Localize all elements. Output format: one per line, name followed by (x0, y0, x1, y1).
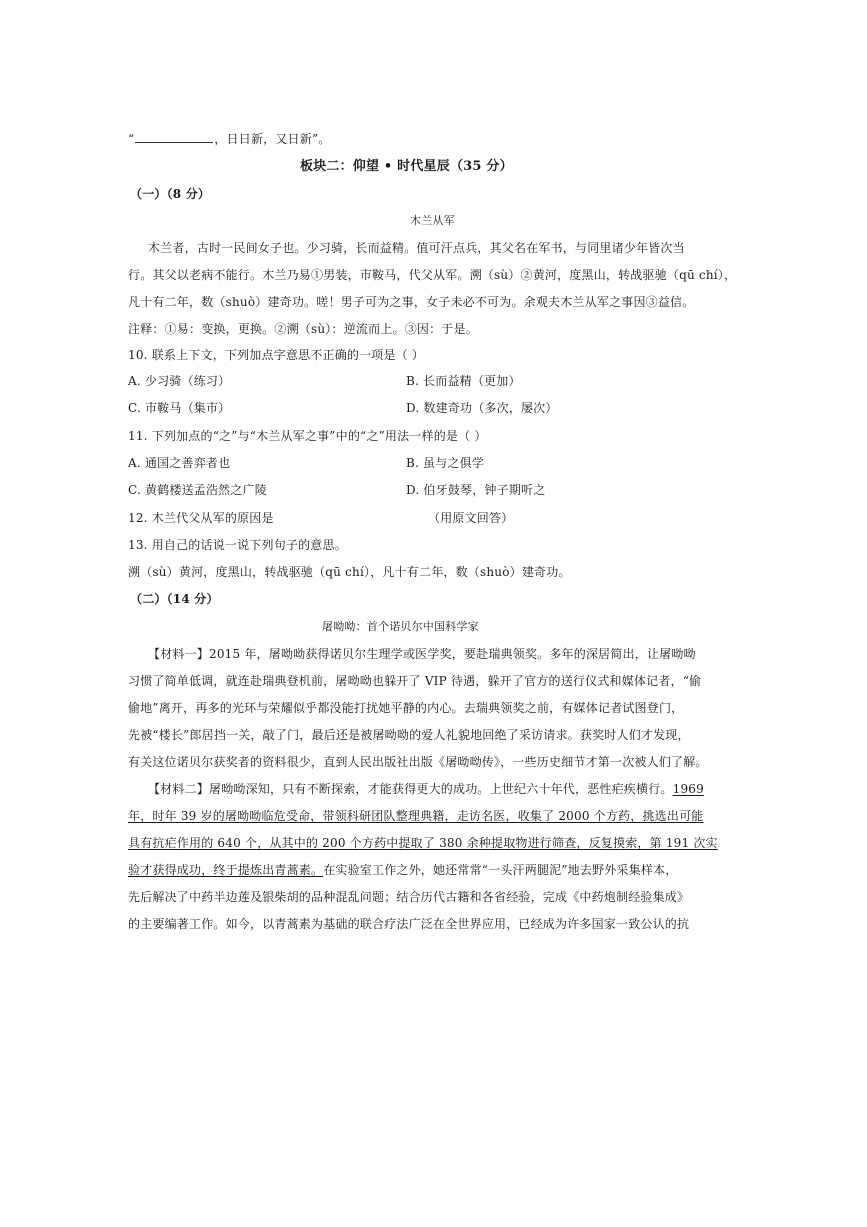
underlined-text: 年，时年 39 岁的屠呦呦临危受命，带领科研团队整理典籍，走访名医，收集了 2000 个方药，挑选出可能 (128, 809, 704, 823)
q11-option-c[interactable]: C. 黄鹤楼送孟浩然之广陵 (128, 483, 267, 497)
q10-option-a[interactable]: A. 少习骑（练习） (128, 374, 231, 388)
q11-option-d[interactable]: D. 伯牙鼓琴，钟子期听之 (406, 483, 546, 497)
material-2-text: 在实验室工作之外，她还常常“一头汗两腿泥”地去野外采集样本， (323, 863, 678, 877)
material-2-line: 的主要编著工作。如今，以青蒿素为基础的联合疗法广泛在全世界应用，已经成为许多国家一致公认的抗 (128, 917, 690, 931)
question-12-tail: （用原文回答） (428, 511, 514, 525)
question-13-stem: 13. 用自己的话说一说下列句子的意思。 (128, 538, 347, 552)
q11-option-b[interactable]: B. 虽与之俱学 (406, 456, 485, 470)
part1-header: （一）（8 分） (130, 187, 211, 201)
material-1-line: 【材料一】2015 年，屠呦呦获得诺贝尔生理学或医学奖，要赴瑞典领奖。多年的深居简出，让屠呦呦 (148, 647, 696, 661)
material-2-line (148, 781, 704, 797)
q11-option-a[interactable]: A. 通国之善弈者也 (128, 456, 231, 470)
question-12-stem: 12. 木兰代父从军的原因是 (128, 511, 274, 525)
q10-option-c[interactable]: C. 市鞍马（集市） (128, 401, 231, 415)
q10-option-b[interactable]: B. 长而益精（更加） (406, 374, 521, 388)
passage-line: 凡十有二年，数（shuò）建奇功。嗟！男子可为之事，女子未必不可为。余观夫木兰从军之事因③益信。 (128, 295, 695, 309)
passage-line: 木兰者，古时一民间女子也。少习骑，长而益精。值可汗点兵，其父名在军书，与同里诸少年皆次当 (148, 241, 685, 255)
question-13-sentence: 溯（sù）黄河，度黑山，转战驱驰（qū chí），凡十有二年，数（shuò）建奇功。 (128, 565, 571, 579)
part2-header: （二）（14 分） (130, 592, 219, 606)
material-1-line: 习惯了简单低调，就连赴瑞典登机前，屠呦呦也躲开了 VIP 待遇，躲开了官方的送行仪式和媒体记者，“偷 (128, 674, 702, 688)
underlined-text: 1969 (672, 782, 704, 796)
passage-notes: 注释：①易：变换，更换。②溯（sù）：逆流而上。③因：于是。 (128, 322, 478, 336)
q10-option-d[interactable]: D. 数建奇功（多次，屡次） (406, 401, 558, 415)
section-title: 板块二：仰望 • 时代星辰（35 分） (300, 159, 513, 174)
material-1-line: 有关这位诺贝尔获奖者的资料很少，直到人民出版社出版《屠呦呦传》，一些历史细节才第一次被人们了解。 (128, 755, 708, 769)
material-2-line: 先后解决了中药半边莲及银柴胡的品种混乱问题；结合历代古籍和各省经验，完成《中药炮制经验集成》 (128, 890, 690, 904)
material-1-line: 偷地”离开，再多的光环与荣耀似乎都没能打扰她平静的内心。去瑞典领奖之前，有媒体记者试图登门， (128, 701, 684, 715)
material-2-text: 【材料二】屠呦呦深知，只有不断探索，才能获得更大的成功。上世纪六十年代，恶性疟疾横行。 (148, 782, 673, 796)
material-1-line: 先被“楼长”郎居挡一关，敲了门，最后还是被屠呦呦的爱人礼貌地回绝了采访请求。获奖时人们才发现， (128, 728, 690, 742)
material-2-line (128, 862, 677, 878)
part2-passage-title: 屠呦呦：首个诺贝尔中国科学家 (322, 620, 479, 633)
answer-blank[interactable] (135, 131, 213, 143)
question-10-stem: 10. 联系上下文，下列加点字意思不正确的一项是（ ） (128, 348, 425, 362)
quote-rest: ，日日新，又日新”。 (214, 132, 331, 146)
underlined-text: 验才获得成功，终于提炼出青蒿素。 (128, 863, 324, 877)
underlined-text: 具有抗疟作用的 640 个，从其中的 200 个方药中提取了 380 余种提取物进行筛查，反复摸索，第 191 次实 (128, 836, 718, 850)
fill-blank-line (128, 131, 330, 147)
question-11-stem: 11. 下列加点的“之”与“木兰从军之事”中的“之”用法一样的是（ ） (128, 429, 487, 443)
quote-open: “ (128, 132, 135, 146)
part1-passage-title: 木兰从军 (410, 214, 455, 227)
passage-line: 行。其父以老病不能行。木兰乃易①男装，市鞍马，代父从军。溯（sù）②黄河，度黑山，转战驱驰（qū chí）， (128, 268, 737, 282)
